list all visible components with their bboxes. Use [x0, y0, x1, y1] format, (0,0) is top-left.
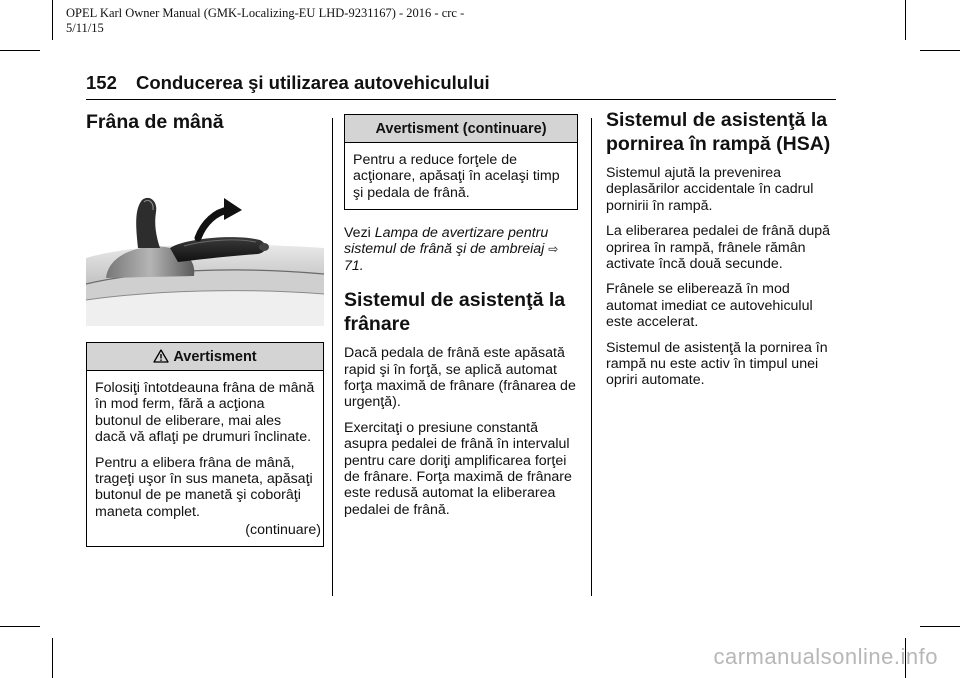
crop-mark [52, 0, 53, 40]
running-header [86, 72, 490, 94]
chapter-title: Conducerea şi utilizarea autovehiculului [136, 72, 490, 93]
crop-mark [0, 626, 40, 627]
warning-paragraph: Pentru a elibera frâna de mână, trageţi uşor în sus maneta, apăsaţi butonul de pe manetă şi coborâţi maneta complet. [95, 454, 313, 520]
section-title-hill-start-assist: Sistemul de asistenţă la pornirea în rampă (HSA) [606, 109, 831, 155]
warning-box [86, 342, 324, 547]
handbrake-illustration [86, 188, 324, 326]
see-prefix: Vezi [344, 225, 375, 241]
warning-paragraph: Pentru a reduce forţele de acţionare, apăsaţi în acelaşi timp şi pedala de frână. [353, 152, 560, 201]
crop-mark [920, 626, 960, 627]
column-divider [332, 118, 333, 596]
body-paragraph: La eliberarea pedalei de frână după oprirea în rampă, frânele rămân activate încă două secunde. [606, 223, 831, 273]
crop-mark [0, 50, 40, 51]
body-paragraph: Exercitaţi o presiune constantă asupra pedalei de frână în intervalul pentru care doriţi amplificarea forţei de frânare. Forţa maximă de frânare este redusă automat la eliberarea pedalei de frână. [344, 419, 572, 518]
warning-header-continued: Avertisment (continuare) [345, 115, 577, 143]
crop-mark [920, 50, 960, 51]
header-rule [86, 99, 836, 100]
column-divider [591, 118, 592, 596]
crop-mark [52, 638, 53, 678]
body-paragraph: Frânele se eliberează în mod automat imediat ce autovehiculul este accelerat. [606, 281, 813, 331]
reference-page[interactable]: 71. [344, 257, 364, 274]
warning-header [87, 343, 323, 371]
continued-label: (continuare) [245, 522, 321, 539]
page-number: 152 [86, 72, 117, 93]
warning-body [87, 380, 323, 546]
section-title-brake-assist: Sistemul de asistenţă la frânare [344, 289, 566, 336]
section-title-handbrake: Frâna de mână [86, 111, 224, 133]
warning-triangle-icon [153, 349, 169, 363]
document-meta [66, 6, 464, 36]
see-reference [344, 225, 580, 274]
meta-line-1: OPEL Karl Owner Manual (GMK-Localizing-EU LHD-9231167) - 2016 - crc - [66, 6, 465, 20]
column-3 [606, 108, 838, 389]
column-2 [344, 216, 580, 518]
column-1 [86, 110, 324, 134]
body-paragraph: Sistemul de asistenţă la pornirea în rampă nu este activ în timpul unei opriri automate. [606, 339, 828, 389]
crop-mark [905, 0, 906, 40]
body-paragraph: Sistemul ajută la prevenirea deplasărilor accidentale în cadrul pornirii în rampă. [606, 165, 814, 214]
warning-label: Avertisment [173, 349, 257, 365]
warning-paragraph: Folosiţi întotdeauna frâna de mână în mod ferm, fără a acţiona butonul de eliberare, mai ales dacă vă aflaţi pe drumuri înclinate. [95, 380, 315, 446]
page-reference-arrow-icon: ⇨ [548, 242, 559, 257]
body-paragraph: Dacă pedala de frână este apăsată rapid şi în forţă, se aplică automat forţa maximă de frânare (frânarea de urgenţă). [344, 345, 576, 411]
meta-line-2: 5/11/15 [66, 21, 104, 35]
watermark: carmanualsonline.info [713, 644, 938, 669]
reference-link[interactable]: Lampa de avertizare pentru sistemul de frână şi de ambreiaj [344, 225, 549, 258]
warning-box-continued [344, 114, 578, 210]
warning-body-continued [345, 152, 577, 209]
